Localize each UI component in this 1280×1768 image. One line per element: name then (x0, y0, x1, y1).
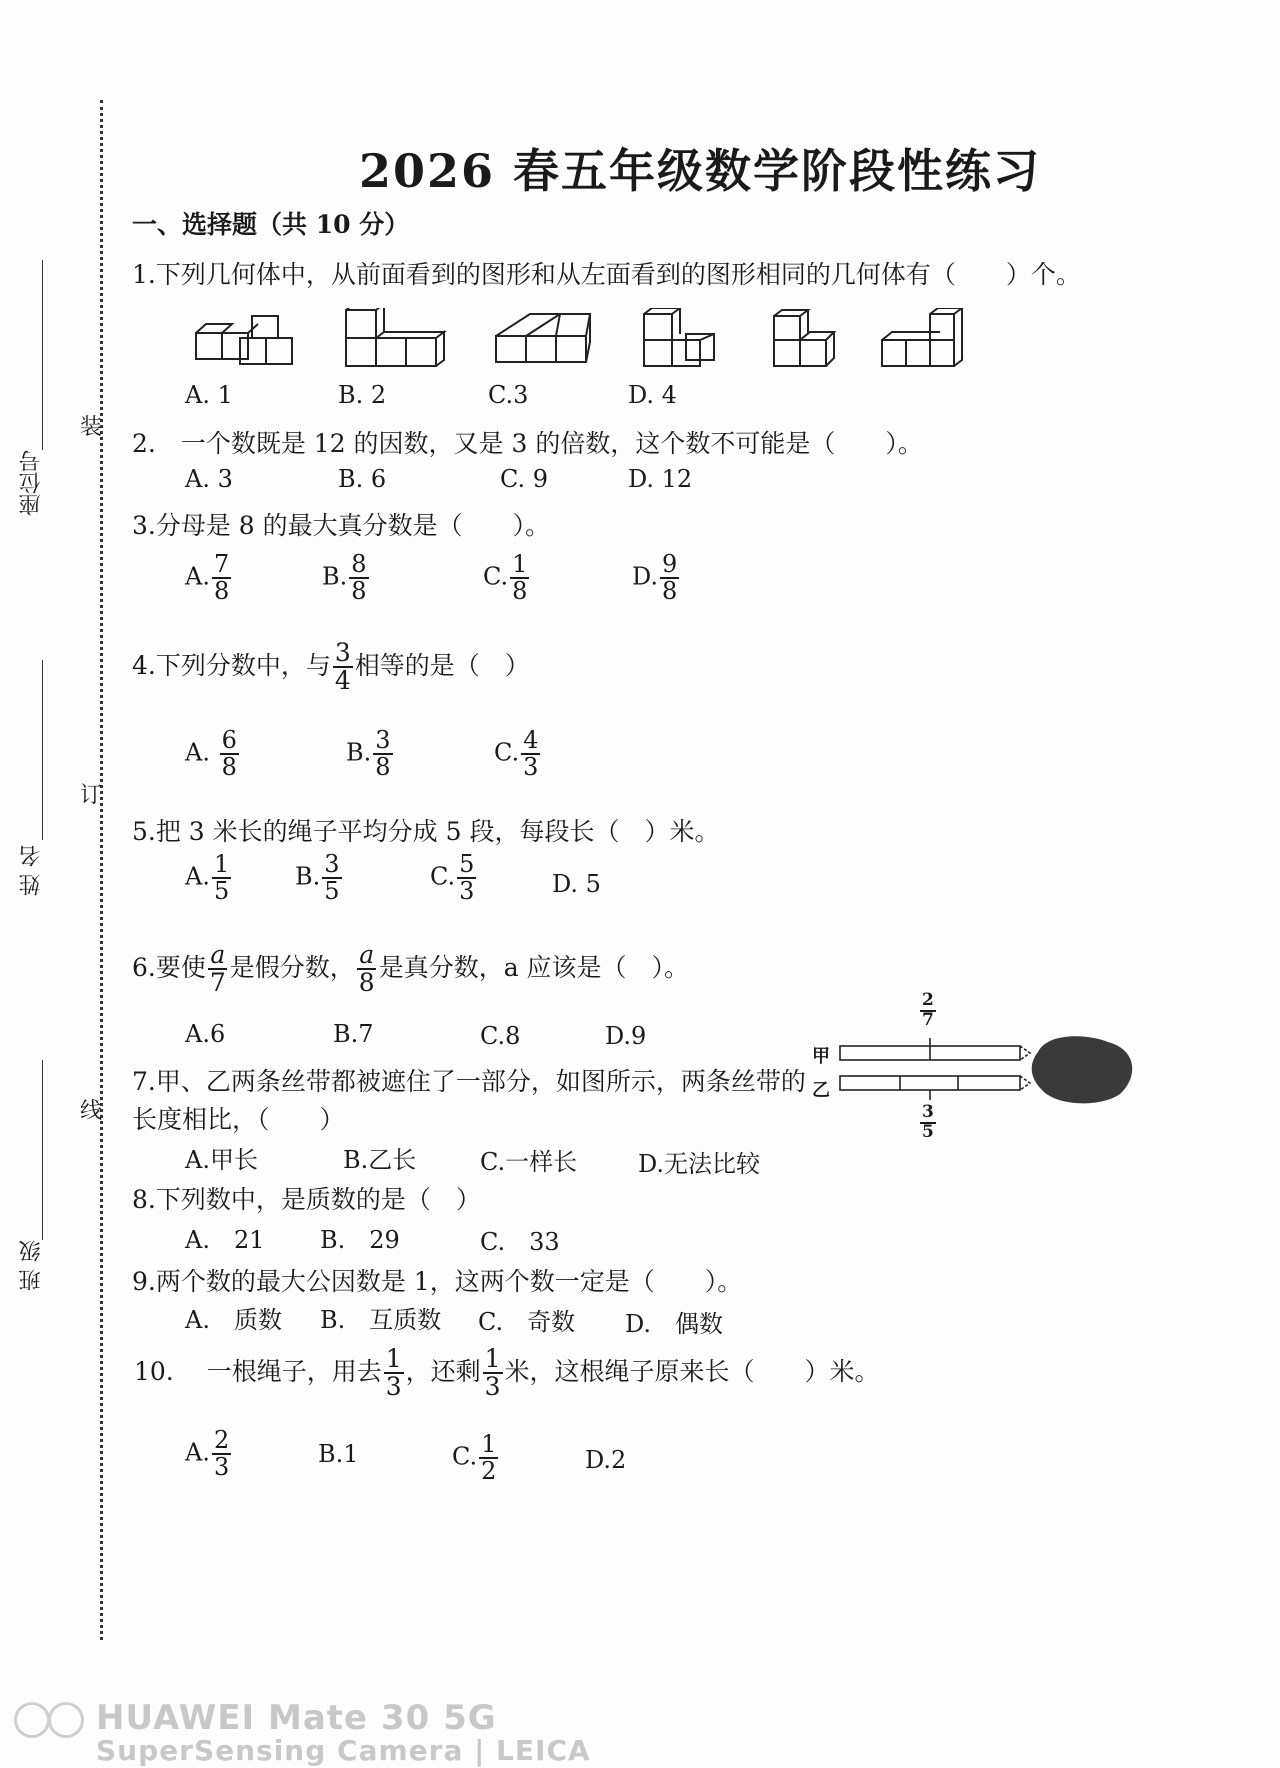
question-4-pre: 4.下列分数中，与 (132, 650, 331, 680)
option-letter: C. (452, 1442, 478, 1471)
denominator: 5 (922, 1121, 934, 1142)
question-6-text (132, 942, 689, 997)
fraction (373, 728, 392, 780)
denominator: 8 (213, 577, 230, 606)
denominator: 8 (512, 577, 528, 606)
fraction (333, 640, 353, 695)
fraction (220, 728, 239, 780)
question-7-option-c[interactable]: C.一样长 (480, 1148, 578, 1176)
question-6-option-b[interactable]: B.7 (333, 1020, 374, 1048)
denominator: 2 (481, 1457, 497, 1486)
question-5-text: 5.把 3 米长的绳子平均分成 5 段，每段长（ ）米。 (132, 817, 720, 846)
question-2-option-a[interactable]: A. 3 (185, 465, 233, 493)
option-letter: A. (185, 1438, 210, 1467)
fraction (510, 552, 529, 604)
fraction (212, 1428, 231, 1480)
question-1-option-b[interactable]: B. 2 (338, 381, 387, 409)
seat-number-blank (42, 260, 43, 450)
name-blank (42, 660, 43, 840)
question-7-option-b[interactable]: B.乙长 (343, 1146, 417, 1174)
question-2-text: 2. 一个数既是 12 的因数，又是 3 的倍数，这个数不可能是（ ）。 (132, 429, 923, 458)
question-10-pre: 10. 一根绳子，用去 (134, 1356, 382, 1386)
numerator: 3 (375, 726, 391, 754)
ribbon-figure (812, 992, 1132, 1152)
question-10-option-d[interactable]: D.2 (585, 1446, 627, 1474)
question-8-option-c[interactable]: C. 33 (480, 1228, 560, 1256)
numerator: 1 (484, 1344, 501, 1373)
denominator: 3 (385, 1372, 402, 1402)
denominator: 3 (523, 753, 539, 782)
denominator: 5 (324, 877, 340, 906)
question-1-shapes (190, 308, 980, 378)
numerator: 3 (334, 638, 351, 667)
ribbon-bars (838, 1032, 1138, 1112)
question-7-option-d[interactable]: D.无法比较 (638, 1150, 761, 1178)
fraction (357, 942, 377, 997)
question-10-text (134, 1346, 880, 1401)
camera-logo-icon (14, 1702, 50, 1738)
binding-char-xian: 线 (80, 1099, 103, 1124)
solid-f-icon (882, 308, 962, 366)
numerator: 3 (922, 1102, 934, 1122)
fraction (521, 728, 540, 780)
numerator: 1 (481, 1430, 497, 1458)
fraction (660, 552, 679, 604)
question-3-option-b[interactable] (322, 552, 371, 604)
question-9-option-b[interactable]: B. 互质数 (320, 1306, 442, 1334)
question-1-text: 1.下列几何体中，从前面看到的图形和从左面看到的图形相同的几何体有（ ）个。 (132, 260, 1081, 289)
numerator: a (210, 940, 226, 969)
camera-logo-icon (48, 1702, 84, 1738)
question-4-post: 相等的是（ ） (354, 650, 530, 680)
question-5-option-b[interactable] (295, 852, 344, 904)
option-letter: C. (494, 738, 520, 767)
fraction (208, 942, 228, 997)
numerator: 8 (351, 550, 367, 578)
numerator: 1 (512, 550, 528, 578)
question-8-option-b[interactable]: B. 29 (320, 1226, 400, 1254)
option-letter: D. (632, 562, 659, 591)
denominator: 3 (484, 1372, 501, 1402)
numerator: 4 (523, 726, 539, 754)
fraction (212, 552, 231, 604)
numerator: 2 (922, 990, 934, 1010)
question-10-option-c[interactable] (452, 1432, 500, 1484)
question-4-option-a[interactable] (185, 728, 241, 780)
question-6-option-d[interactable]: D.9 (605, 1022, 647, 1050)
question-1-option-d[interactable]: D. 4 (628, 381, 677, 409)
question-6-mid: 是假分数， (229, 952, 355, 982)
class-label: 班 级 (19, 1240, 44, 1291)
option-letter: A. (185, 862, 210, 891)
option-letter: B. (346, 738, 372, 767)
denominator: 4 (334, 666, 351, 696)
question-2-option-d[interactable]: D. 12 (628, 465, 693, 493)
fraction (322, 852, 341, 904)
option-letter: B. (295, 862, 321, 891)
question-6-post: 是真分数，a 应该是（ ）。 (378, 952, 690, 982)
question-9-option-d[interactable]: D. 偶数 (625, 1310, 724, 1338)
question-10-option-a[interactable] (185, 1428, 233, 1480)
question-4-option-c[interactable] (494, 728, 542, 780)
section-heading: 一、选择题（共 10 分） (132, 210, 410, 239)
page-title: 2026 春五年级数学阶段性练习 (358, 144, 1042, 198)
question-6-option-c[interactable]: C.8 (480, 1022, 521, 1050)
ribbon-bottom-fraction (918, 1104, 938, 1142)
solid-c-icon (496, 314, 590, 362)
option-letter: C. (483, 562, 509, 591)
question-5-option-c[interactable] (430, 852, 478, 904)
option-letter: A. (185, 562, 210, 591)
denominator: 3 (459, 877, 475, 906)
fraction (212, 852, 231, 904)
denominator: 7 (922, 1009, 934, 1030)
fraction (457, 852, 476, 904)
ribbon-yi-label: 乙 (812, 1080, 830, 1101)
question-3-option-a[interactable] (185, 552, 233, 604)
question-2-option-b[interactable]: B. 6 (338, 465, 387, 493)
question-3-text: 3.分母是 8 的最大真分数是（ ）。 (132, 511, 551, 540)
numerator: 9 (662, 550, 678, 578)
name-label: 姓 名 (19, 845, 44, 896)
question-3-option-d[interactable] (632, 552, 681, 604)
ribbon-jia-label: 甲 (812, 1046, 830, 1067)
numerator: 5 (459, 850, 475, 878)
denominator: 8 (358, 968, 375, 998)
question-7-option-a[interactable]: A.甲长 (185, 1146, 258, 1174)
question-1-option-a[interactable]: A. 1 (185, 381, 233, 409)
denominator: 7 (209, 968, 226, 998)
question-9-option-a[interactable]: A. 质数 (185, 1306, 282, 1334)
fraction (479, 1432, 498, 1484)
option-letter: A. (185, 738, 210, 767)
denominator: 5 (213, 877, 230, 906)
question-2-option-c[interactable]: C. 9 (500, 465, 549, 493)
question-8-option-a[interactable]: A. 21 (185, 1226, 265, 1254)
denominator: 8 (662, 577, 678, 606)
question-4-text (132, 640, 530, 695)
binding-char-ding: 订 (80, 783, 103, 808)
question-7-line-2: 长度相比，（ ） (132, 1105, 345, 1134)
camera-watermark-line-2: SuperSensing Camera | LEICA (96, 1734, 591, 1767)
ink-blot (1032, 1036, 1133, 1103)
question-4-option-b[interactable] (346, 728, 395, 780)
fraction (349, 552, 368, 604)
solid-b-icon (346, 308, 444, 366)
fraction (384, 1346, 404, 1401)
question-9-text: 9.两个数的最大公因数是 1，这两个数一定是（ ）。 (132, 1267, 743, 1296)
ribbon-top-fraction (918, 992, 938, 1030)
option-letter: C. (430, 862, 456, 891)
binding-char-zhuang: 装 (80, 415, 103, 440)
question-10-mid: ，还剩 (405, 1356, 481, 1386)
question-5-option-a[interactable] (185, 852, 233, 904)
numerator: 7 (213, 550, 230, 578)
fraction (920, 992, 936, 1030)
numerator: 1 (385, 1344, 402, 1373)
question-6-option-a[interactable]: A.6 (185, 1020, 226, 1048)
question-8-text: 8.下列数中，是质数的是（ ） (132, 1185, 481, 1214)
denominator: 8 (375, 753, 391, 782)
binding-dotted-line (100, 100, 103, 1640)
question-9-option-c[interactable]: C. 奇数 (478, 1308, 576, 1336)
solid-e-icon (774, 310, 834, 366)
camera-watermark-line-1: HUAWEI Mate 30 5G (96, 1698, 497, 1738)
question-5-option-d[interactable]: D. 5 (552, 870, 601, 898)
seat-number-label: 座位号 (19, 450, 44, 516)
fraction (483, 1346, 503, 1401)
denominator: 3 (213, 1453, 230, 1482)
question-6-pre: 6.要使 (132, 952, 206, 982)
question-1-option-c[interactable]: C.3 (488, 381, 529, 409)
class-blank (42, 1060, 43, 1240)
question-10-option-b[interactable]: B.1 (318, 1440, 359, 1468)
question-7-line-1: 7.甲、乙两条丝带都被遮住了一部分，如图所示，两条丝带的 (132, 1067, 806, 1096)
solid-a-icon (196, 316, 292, 364)
question-3-option-c[interactable] (483, 552, 531, 604)
solid-d-icon (644, 308, 714, 366)
denominator: 8 (351, 577, 367, 606)
numerator: 6 (221, 726, 237, 754)
option-letter: B. (322, 562, 348, 591)
denominator: 8 (221, 753, 237, 782)
numerator: 1 (213, 850, 230, 878)
numerator: a (359, 940, 375, 969)
fraction (920, 1104, 936, 1142)
question-10-post: 米，这根绳子原来长（ ）米。 (504, 1356, 880, 1386)
numerator: 3 (324, 850, 340, 878)
numerator: 2 (213, 1426, 230, 1454)
